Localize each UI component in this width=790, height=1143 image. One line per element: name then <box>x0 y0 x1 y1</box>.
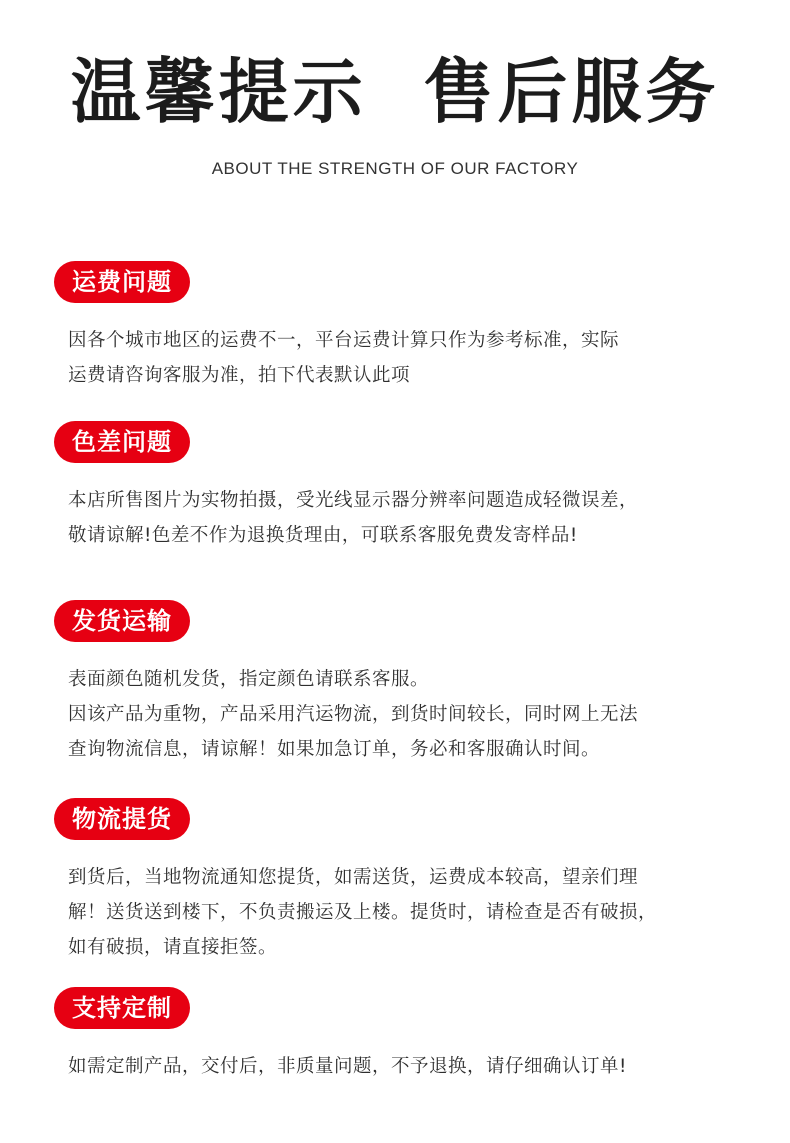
section-customization <box>54 987 754 1084</box>
section-badge: 支持定制 <box>54 987 190 1029</box>
body-line: 因该产品为重物，产品采用汽运物流，到货时间较长，同时网上无法 <box>68 704 639 725</box>
section-body <box>54 662 754 767</box>
section-badge: 运费问题 <box>54 261 190 303</box>
section-badge: 发货运输 <box>54 600 190 642</box>
body-line: 解！送货送到楼下，不负责搬运及上楼。提货时，请检查是否有破损， <box>68 902 658 923</box>
page-title: 温馨提示 售后服务 <box>70 51 720 133</box>
page-subtitle: ABOUT THE STRENGTH OF OUR FACTORY <box>211 159 579 178</box>
body-line: 表面颜色随机发货，指定颜色请联系客服。 <box>68 669 430 690</box>
section-body <box>54 1049 754 1084</box>
section-badge: 色差问题 <box>54 421 190 463</box>
section-body <box>54 483 754 553</box>
body-line: 敬请谅解!色差不作为退换货理由，可联系客服免费发寄样品! <box>68 525 578 546</box>
section-color-difference <box>54 421 754 553</box>
section-shipping-fee <box>54 261 754 393</box>
section-delivery-transport <box>54 600 754 767</box>
section-badge: 物流提货 <box>54 798 190 840</box>
body-line: 查询物流信息，请谅解！如果加急订单，务必和客服确认时间。 <box>68 739 601 760</box>
body-line: 到货后，当地物流通知您提货，如需送货，运费成本较高，望亲们理 <box>68 867 639 888</box>
section-body <box>54 860 754 965</box>
body-line: 如有破损，请直接拒签。 <box>68 937 278 958</box>
section-body <box>54 323 754 393</box>
body-line: 因各个城市地区的运费不一，平台运费计算只作为参考标准，实际 <box>68 330 620 351</box>
body-line: 如需定制产品，交付后，非质量问题，不予退换，请仔细确认订单! <box>68 1056 627 1077</box>
body-line: 本店所售图片为实物拍摄，受光线显示器分辨率问题造成轻微误差， <box>68 490 639 511</box>
body-line: 运费请咨询客服为准，拍下代表默认此项 <box>68 365 411 386</box>
section-logistics-pickup <box>54 798 754 965</box>
